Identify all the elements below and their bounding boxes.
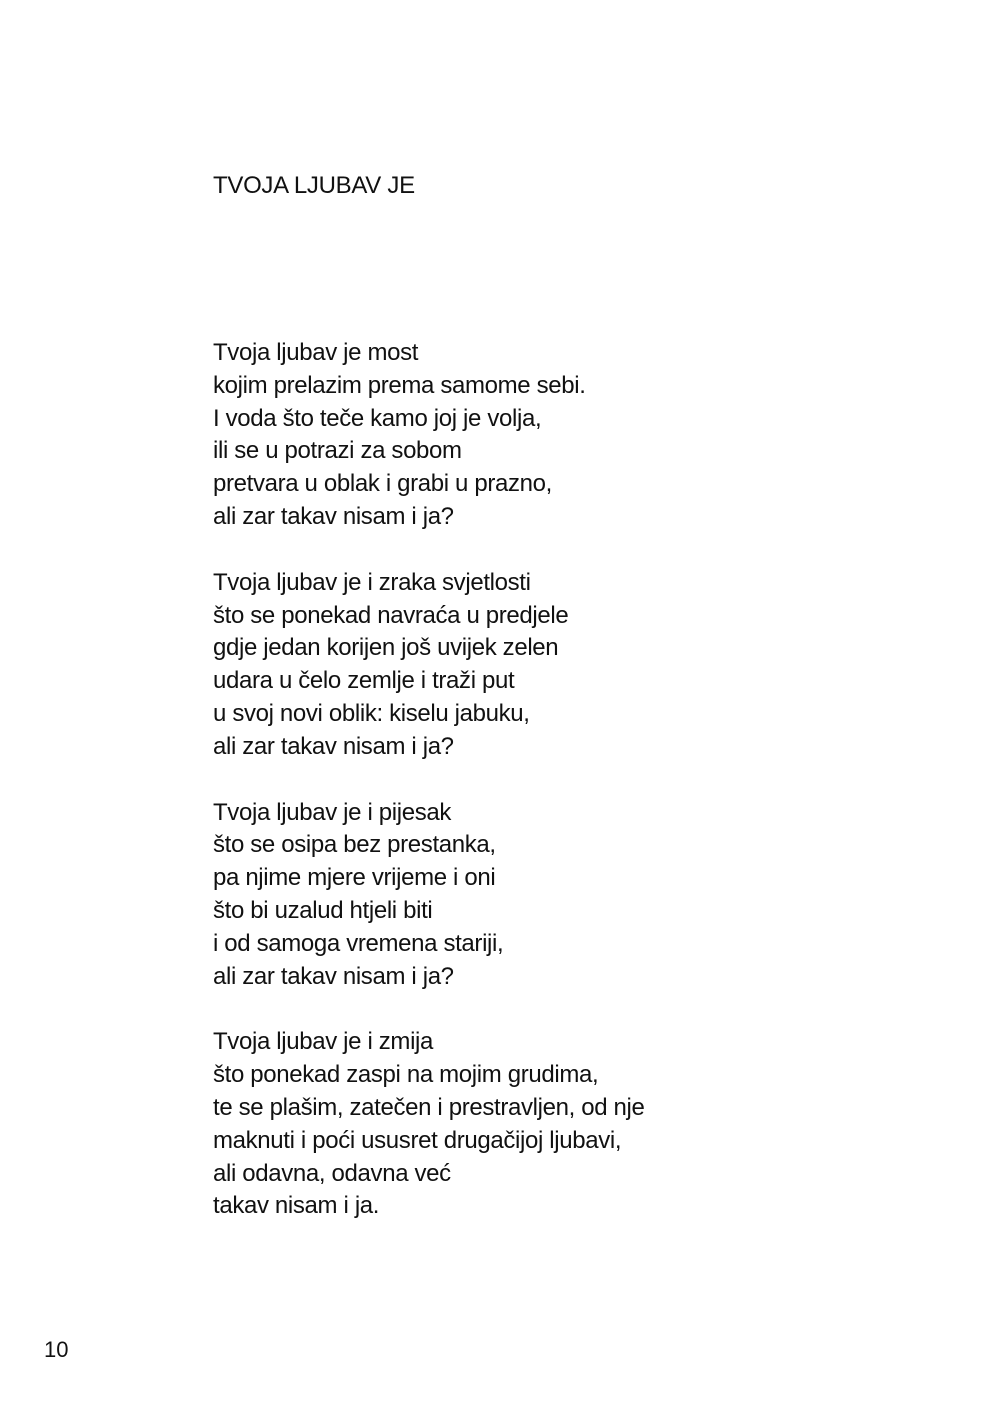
page-number: 10 [44,1337,69,1362]
poem-line: Tvoja ljubav je i pijesak [213,798,452,826]
stanza-1 [213,337,913,534]
poem-line: ali zar takav nisam i ja? [213,732,454,760]
poem-line: Tvoja ljubav je i zraka svjetlosti [213,568,531,596]
poem-line: ali odavna, odavna već [213,1159,451,1187]
poem-line: i od samoga vremena stariji, [213,929,504,957]
poem-line: takav nisam i ja. [213,1192,380,1220]
poem-line: maknuti i poći ususret drugačijoj ljubavi, [213,1126,622,1154]
poem-line: te se plašim, zatečen i prestravljen, od nje [213,1093,645,1121]
poem-line: ali zar takav nisam i ja? [213,502,454,530]
poem-body [213,337,913,1256]
poem-line: što se osipa bez prestanka, [213,831,496,859]
poem-line: što ponekad zaspi na mojim grudima, [213,1061,599,1089]
poem-line: ali zar takav nisam i ja? [213,962,454,990]
poem-line: Tvoja ljubav je i zmija [213,1028,434,1056]
poem-line: Tvoja ljubav je most [213,339,419,366]
stanza-2 [213,567,913,764]
poem-line: pa njime mjere vrijeme i oni [213,864,496,892]
stanza-3 [213,797,913,994]
poem-line: što se ponekad navraća u predjele [213,601,569,629]
poem-line: pretvara u oblak i grabi u prazno, [213,470,552,498]
stanza-4 [213,1026,913,1223]
poem-line: gdje jedan korijen još uvijek zelen [213,634,559,662]
poem-line: u svoj novi oblik: kiselu jabuku, [213,699,530,727]
poem-title: TVOJA LJUBAV JE [213,172,415,199]
poem-line: I voda što teče kamo joj je volja, [213,404,542,432]
poem-line: udara u čelo zemlje i traži put [213,667,515,695]
poem-line: kojim prelazim prema samome sebi. [213,371,586,399]
poem-line: ili se u potrazi za sobom [213,437,462,465]
poem-line: što bi uzalud htjeli biti [213,896,433,924]
